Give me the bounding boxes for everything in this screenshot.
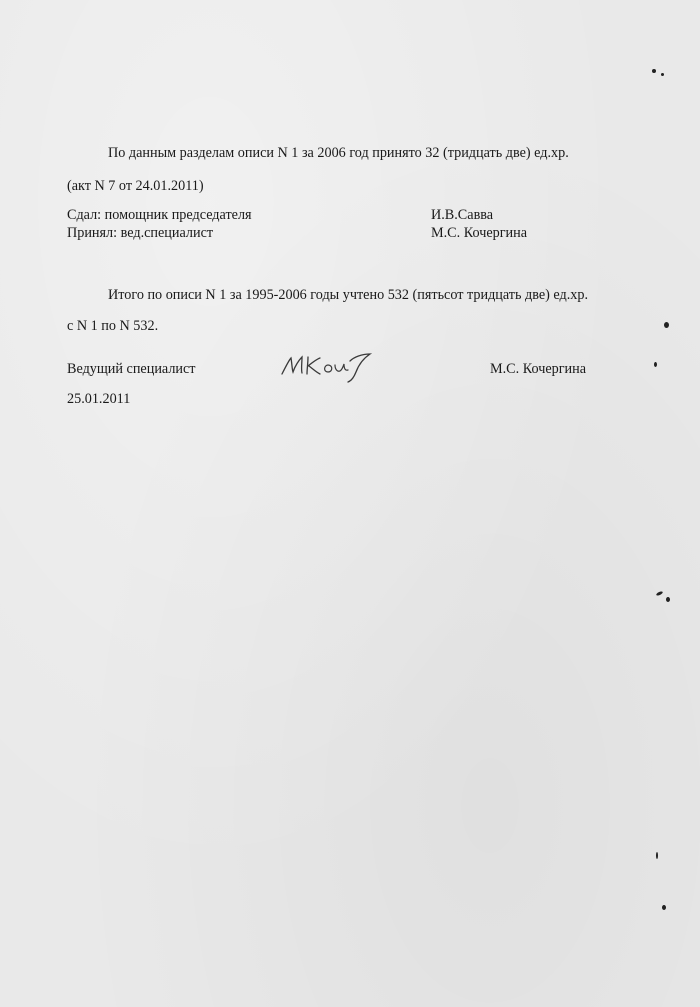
punch-mark	[664, 322, 669, 328]
handover-gave-name: И.В.Савва	[431, 207, 494, 223]
punch-mark	[661, 73, 664, 76]
handover-received-label: Принял: вед.специалист	[67, 225, 214, 241]
range-line: с N 1 по N 532.	[67, 318, 159, 334]
handwritten-signature	[278, 350, 388, 384]
handover-gave-label: Сдал: помощник председателя	[67, 207, 252, 223]
punch-mark	[666, 597, 670, 602]
signoff-name: М.С. Кочергина	[490, 361, 587, 377]
summary-paragraph: По данным разделам описи N 1 за 2006 год принято 32 (тридцать две) ед.хр.	[108, 145, 569, 161]
punch-mark	[652, 69, 656, 73]
punch-mark	[656, 852, 658, 859]
punch-mark	[654, 362, 657, 367]
signoff-position: Ведущий специалист	[67, 361, 196, 377]
punch-mark	[656, 591, 664, 597]
handover-received-name: М.С. Кочергина	[431, 225, 528, 241]
punch-mark	[662, 905, 666, 910]
act-reference: (акт N 7 от 24.01.2011)	[67, 178, 204, 194]
total-paragraph: Итого по описи N 1 за 1995-2006 годы учтено 532 (пятьсот тридцать две) ед.хр.	[108, 287, 589, 303]
signoff-date: 25.01.2011	[67, 391, 131, 407]
